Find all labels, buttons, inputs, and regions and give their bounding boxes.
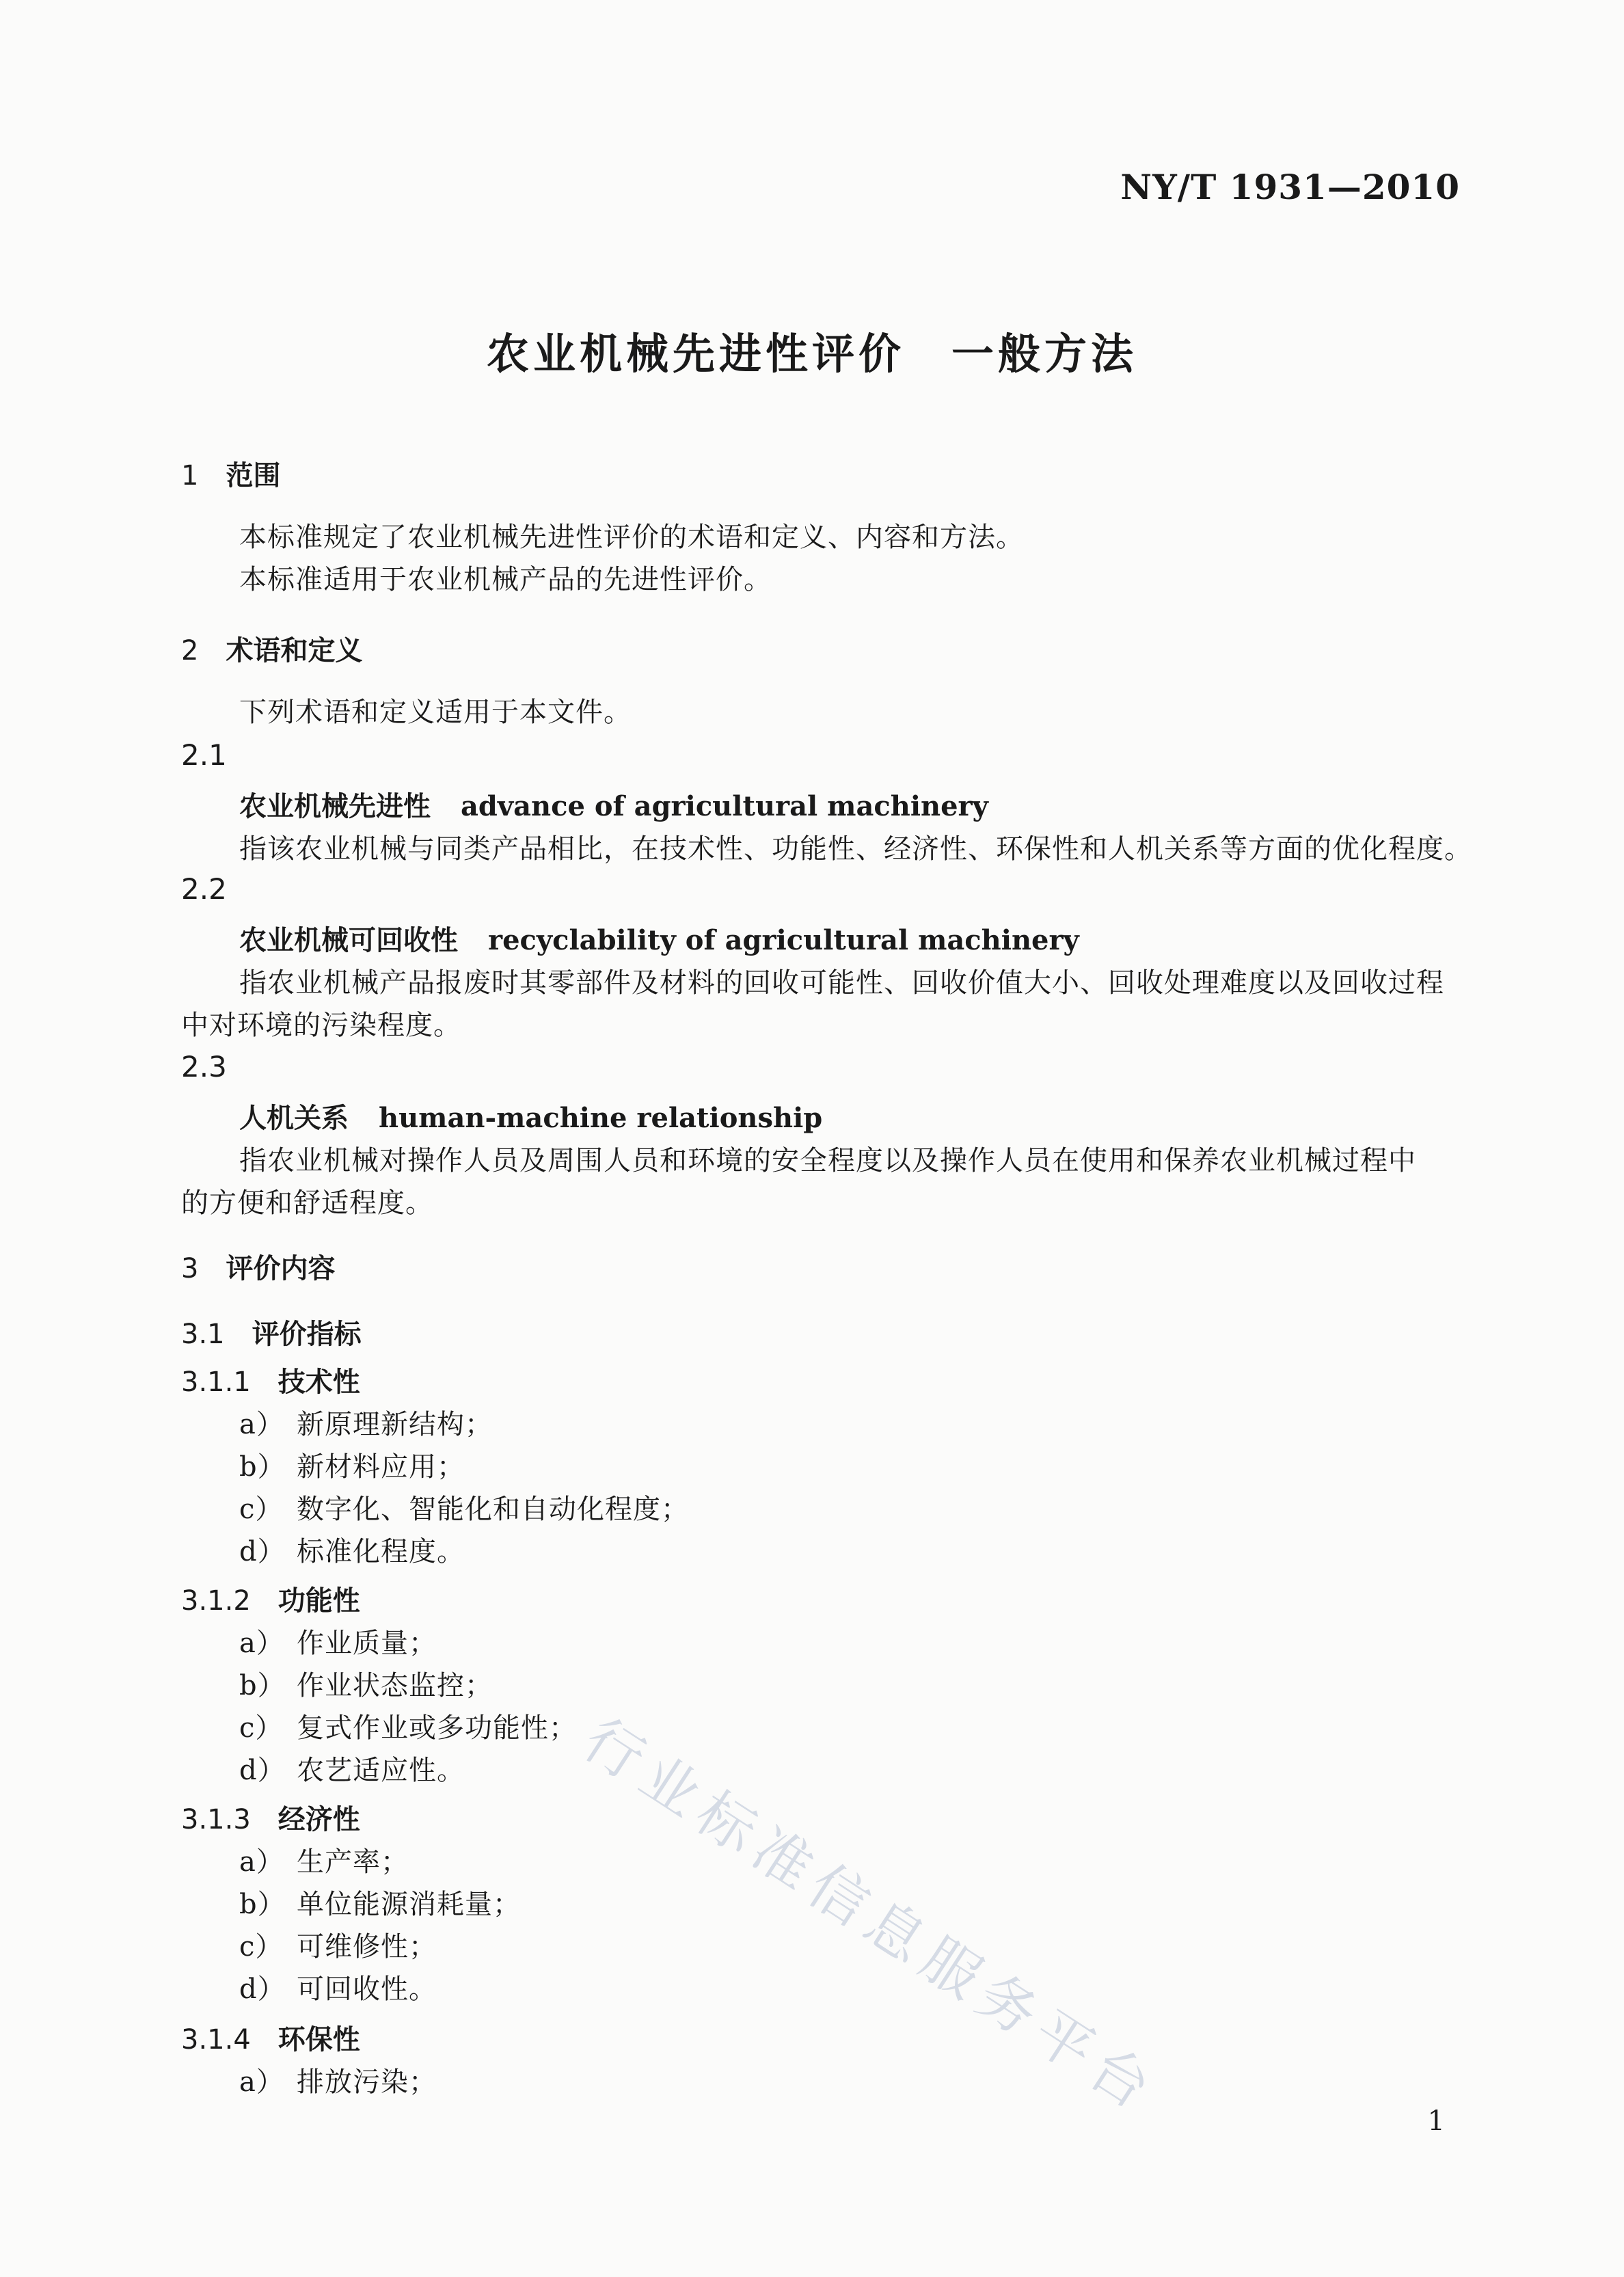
subsection-3-1-heading	[181, 1312, 362, 1351]
paragraph: 本标准适用于农业机械产品的先进性评价。	[239, 564, 772, 595]
document-title: 农业机械先进性评价 一般方法	[486, 329, 1137, 379]
list-item: a） 排放污染；	[239, 2066, 437, 2098]
subsection-3-1-1-heading	[181, 1360, 360, 1399]
clause-number: 3.1.2	[181, 1585, 251, 1617]
clause-number: 2.2	[181, 872, 227, 906]
section-number: 1	[181, 460, 199, 491]
term-en: human-machine relationship	[379, 1102, 823, 1134]
term-definition: 指农业机械对操作人员及周围人员和环境的安全程度以及操作人员在使用和保养农业机械过程中	[239, 1145, 1416, 1176]
paragraph: 本标准规定了农业机械先进性评价的术语和定义、内容和方法。	[239, 522, 1024, 553]
term-definition-cont: 中对环境的污染程度。	[181, 1010, 461, 1041]
list-item: b） 新材料应用；	[239, 1451, 465, 1483]
subsection-3-1-4-heading	[181, 2018, 360, 2057]
term-zh: 农业机械先进性	[239, 791, 431, 822]
list-item: d） 可回收性。	[239, 1973, 437, 2005]
subsection-title: 技术性	[278, 1366, 360, 1398]
subsection-title: 功能性	[278, 1585, 360, 1617]
clause-number: 3.1.3	[181, 1804, 251, 1835]
term-heading	[239, 1096, 822, 1135]
term-en: recyclability of agricultural machinery	[488, 924, 1079, 956]
term-zh: 农业机械可回收性	[239, 925, 458, 956]
term-definition-cont: 的方便和舒适程度。	[181, 1187, 433, 1219]
subsection-3-1-2-heading	[181, 1579, 360, 1618]
term-heading	[239, 785, 988, 824]
section-1-heading	[181, 454, 280, 493]
subsection-title: 经济性	[278, 1804, 360, 1835]
clause-number: 2.3	[181, 1050, 227, 1083]
list-item: d） 标准化程度。	[239, 1536, 465, 1567]
list-item: b） 作业状态监控；	[239, 1670, 493, 1701]
section-2-heading	[181, 629, 362, 668]
subsection-3-1-3-heading	[181, 1798, 360, 1837]
list-item: c） 数字化、智能化和自动化程度；	[239, 1494, 689, 1525]
clause-number: 3.1.4	[181, 2024, 251, 2056]
list-item: b） 单位能源消耗量；	[239, 1889, 521, 1920]
section-title: 术语和定义	[226, 635, 363, 666]
term-definition: 指农业机械产品报废时其零部件及材料的回收可能性、回收价值大小、回收处理难度以及回收过程	[239, 967, 1444, 999]
section-number: 3	[181, 1253, 199, 1284]
list-item: c） 可维修性；	[239, 1931, 437, 1963]
term-zh: 人机关系	[239, 1103, 349, 1134]
watermark: 行业标准信息服务平台	[571, 1706, 1171, 2127]
list-item: c） 复式作业或多功能性；	[239, 1712, 577, 1744]
subsection-title: 环保性	[278, 2024, 360, 2056]
paragraph: 下列术语和定义适用于本文件。	[239, 697, 632, 728]
subsection-title: 评价指标	[252, 1319, 362, 1350]
list-item: d） 农艺适应性。	[239, 1755, 465, 1786]
standard-number: NY/T 1931—2010	[1120, 167, 1460, 207]
clause-number: 3.1.1	[181, 1366, 251, 1398]
page-number: 1	[1427, 2105, 1445, 2137]
list-item: a） 新原理新结构；	[239, 1409, 493, 1440]
section-title: 评价内容	[226, 1253, 336, 1284]
list-item: a） 生产率；	[239, 1846, 409, 1878]
section-number: 2	[181, 635, 199, 666]
list-item: a） 作业质量；	[239, 1628, 437, 1659]
section-3-heading	[181, 1247, 335, 1286]
term-heading	[239, 919, 1079, 958]
clause-number: 2.1	[181, 738, 227, 772]
clause-number: 3.1	[181, 1319, 225, 1350]
term-definition: 指该农业机械与同类产品相比，在技术性、功能性、经济性、环保性和人机关系等方面的优化程度。	[239, 833, 1472, 865]
section-title: 范围	[226, 460, 281, 491]
term-en: advance of agricultural machinery	[461, 790, 988, 822]
